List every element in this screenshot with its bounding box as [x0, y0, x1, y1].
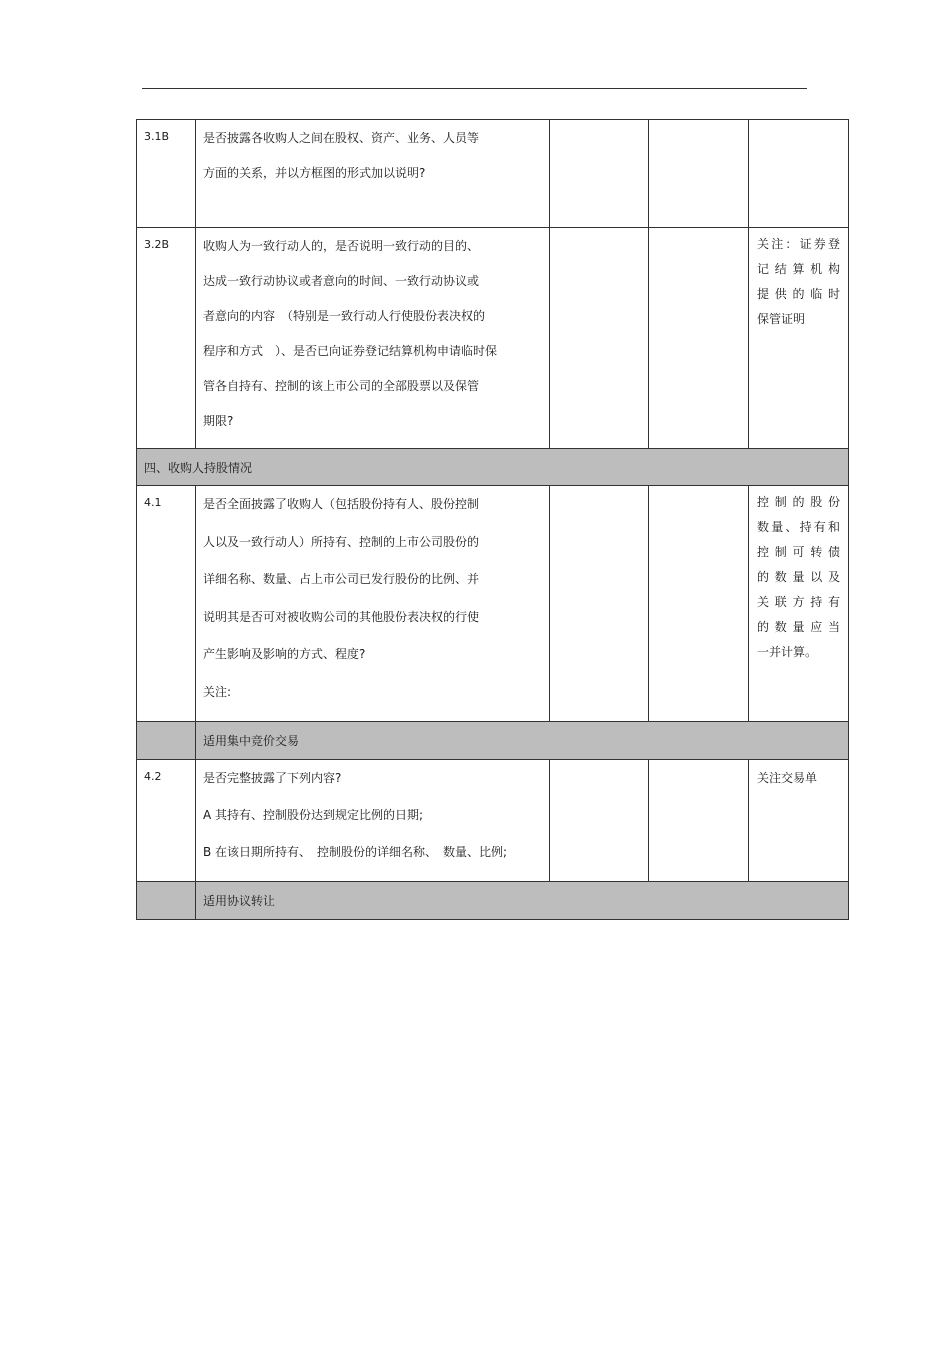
item-text-cell	[196, 760, 550, 882]
item-text-cell	[196, 486, 550, 722]
subsection-blank-cell	[137, 882, 196, 920]
header-rule	[142, 88, 807, 89]
note-cell	[749, 120, 849, 228]
section-header-cell	[137, 449, 849, 486]
item-text-line: 期限?	[203, 414, 234, 428]
answer-cell	[649, 486, 749, 722]
item-id-cell	[137, 760, 196, 882]
subsection-label-cell	[196, 882, 849, 920]
item-text-line: 是否完整披露了下列内容?	[203, 771, 342, 785]
answer-cell	[550, 760, 649, 882]
subsection-title: 适用集中竞价交易	[203, 734, 300, 748]
item-text-cell	[196, 120, 550, 228]
subsection-title: 适用协议转让	[203, 894, 276, 908]
note-cell	[749, 228, 849, 449]
note-line: 控制可转债	[757, 545, 840, 559]
note-line: 记结算机构	[757, 262, 840, 276]
note-line: 的数量以及	[757, 570, 840, 584]
item-id-cell	[137, 486, 196, 722]
item-text-line: B 在该日期所持有、 控制股份的详细名称、 数量、比例;	[203, 845, 508, 859]
note-line: 控制的股份	[757, 495, 840, 509]
item-text-line: 管各自持有、控制的该上市公司的全部股票以及保管	[203, 379, 480, 393]
table-row	[137, 760, 849, 882]
answer-cell	[550, 120, 649, 228]
note-cell	[749, 760, 849, 882]
item-text-line: 者意向的内容 （特别是一致行动人行使股份表决权的	[203, 309, 486, 323]
answer-cell	[649, 760, 749, 882]
note-line: 一并计算。	[757, 645, 818, 659]
subsection-blank-cell	[137, 722, 196, 760]
item-text-line: 程序和方式 ）、是否已向证券登记结算机构申请临时保	[203, 344, 498, 358]
item-id-cell	[137, 228, 196, 449]
item-text-line: A 其持有、控制股份达到规定比例的日期;	[203, 808, 424, 822]
checklist-table	[136, 119, 849, 920]
note-line: 关注：证券登	[757, 237, 840, 251]
item-text-line: 达成一致行动协议或者意向的时间、一致行动协议或	[203, 274, 480, 288]
section-title: 四、收购人持股情况	[144, 460, 253, 475]
item-text-line: 收购人为一致行动人的，是否说明一致行动的目的、	[203, 239, 480, 253]
item-text-line: 详细名称、数量、占上市公司已发行股份的比例、并	[203, 572, 480, 586]
item-text-line: 人以及一致行动人）所持有、控制的上市公司股份的	[203, 534, 480, 549]
subsection-label-cell	[196, 722, 849, 760]
item-text-line: 是否披露各收购人之间在股权、资产、业务、人员等	[203, 131, 480, 145]
answer-cell	[649, 228, 749, 449]
subsection-row	[137, 722, 849, 760]
answer-cell	[550, 486, 649, 722]
item-text-line: 产生影响及影响的方式、程度?	[203, 647, 366, 661]
item-id: 3.2B	[144, 238, 170, 251]
item-text-line: 关注:	[203, 684, 232, 699]
note-line: 关注交易单	[757, 771, 818, 785]
note-line: 保管证明	[757, 312, 806, 326]
answer-cell	[550, 228, 649, 449]
item-id-cell	[137, 120, 196, 228]
note-line: 的数量应当	[757, 620, 840, 634]
subsection-row	[137, 882, 849, 920]
table-row	[137, 228, 849, 449]
item-text-line: 说明其是否可对被收购公司的其他股份表决权的行使	[203, 609, 480, 624]
item-id: 4.1	[144, 496, 162, 509]
section-header-row	[137, 449, 849, 486]
item-id: 4.2	[144, 770, 162, 783]
item-text-line: 方面的关系，并以方框图的形式加以说明?	[203, 166, 426, 180]
item-text-cell	[196, 228, 550, 449]
note-line: 数量、持有和	[757, 520, 840, 534]
item-text-line: 是否全面披露了收购人（包括股份持有人、股份控制	[203, 497, 480, 511]
note-line: 关联方持有	[757, 595, 840, 609]
table-row	[137, 120, 849, 228]
answer-cell	[649, 120, 749, 228]
item-id: 3.1B	[144, 130, 170, 143]
note-line: 提供的临时	[757, 287, 840, 301]
note-cell	[749, 486, 849, 722]
table-row	[137, 486, 849, 722]
